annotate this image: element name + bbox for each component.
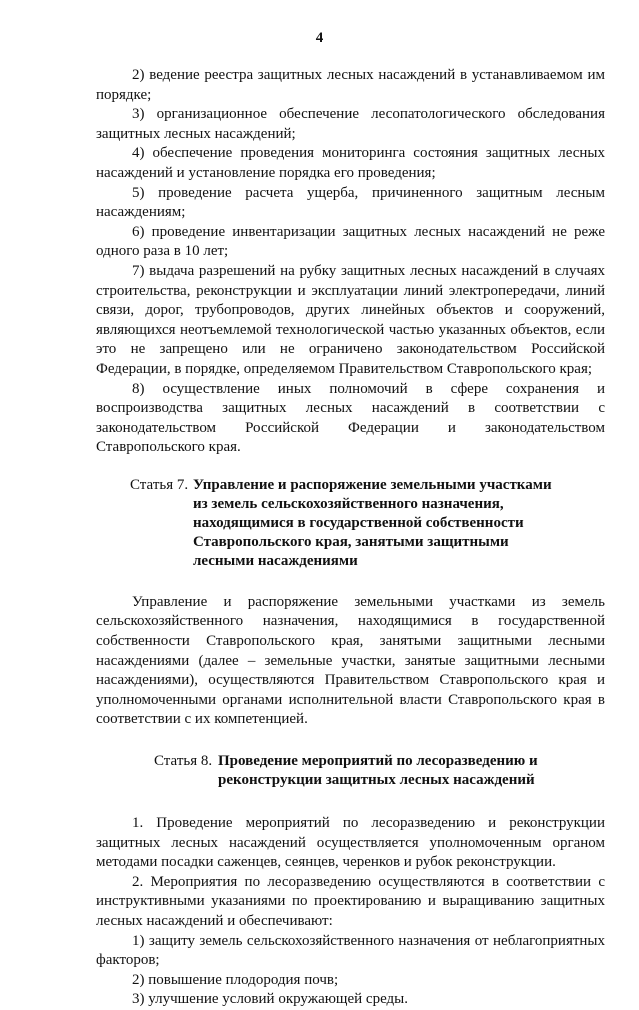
list-item-other-powers: 8) осуществление иных полномочий в сфере сохранения и воспроизводства защитных лесных насаждений в соответствии с законодательством Российской Федерации и законодательством Ставропольского края. xyxy=(96,380,605,456)
article-8-prefix: Статья 8. xyxy=(154,753,213,770)
list-item-pathology-survey: 3) организационное обеспечение лесопатологического обследования защитных лесных насаждений; xyxy=(96,106,605,142)
article-7-prefix: Статья 7. xyxy=(130,476,189,493)
article-8-clause-1: 1. Проведение мероприятий по лесоразведению и реконструкции защитных лесных насаждений осуществляется уполномоченным органом методами посадки саженцев, сеянцев, черенков и рубок реконструкции. xyxy=(96,815,605,871)
article-8-item-2: 2) повышение плодородия почв; xyxy=(132,971,339,988)
article-8-item-1: 1) защиту земель сельскохозяйственного назначения от неблагоприятных факторов; xyxy=(96,932,605,969)
article-8-clause-2: 2. Мероприятия по лесоразведению осуществляются в соответствии с инструктивными указаниями по проектированию и выращиванию защитных лесных насаждений и обеспечивают: xyxy=(96,873,605,929)
list-item-monitoring: 4) обеспечение проведения мониторинга состояния защитных лесных насаждений и установление порядка его проведения; xyxy=(96,145,605,181)
list-item-felling-permits: 7) выдача разрешений на рубку защитных лесных насаждений в случаях строительства, реконструкции и эксплуатации линий электропередачи, линий связи, дорог, трубопроводов, других линейных объектов и сооружений, являющихся неотъемлемой технологической частью указанных объектов, если это не запрещено или не ограничено законодательством Российской Федерации, в порядке, определяемом Правительством Ставропольского края; xyxy=(96,262,605,377)
spacer xyxy=(96,571,605,593)
article-7-paragraph: Управление и распоряжение земельными участками из земель сельскохозяйственного назначения, находящимися в государственной собственности Ставропольского края, занятыми защитными лесными насаждениями (далее – земельные участки, занятые защитными лесными насаждениями), осуществляются Правительством Ставропольского края и уполномоченными органами исполнительной власти Ставропольского края в соответствии с их компетенцией. xyxy=(96,593,605,728)
article-8-item-3: 3) улучшение условий окружающей среды. xyxy=(132,991,408,1008)
list-item-inventory: 6) проведение инвентаризации защитных лесных насаждений не реже одного раза в 10 лет; xyxy=(96,223,605,260)
article-8-heading xyxy=(96,752,605,790)
article-7-title: Управление и распоряжение земельными участками из земель сельскохозяйственного назначения, находящимися в государственной собственности Ставропольского края, занятыми защитными лесными насаждениями xyxy=(193,476,552,569)
page-number: 4 xyxy=(315,30,324,46)
spacer xyxy=(96,790,605,814)
article-8-title: Проведение мероприятий по лесоразведению и реконструкции защитных лесных насаждений xyxy=(218,753,538,789)
list-item-registry: 2) ведение реестра защитных лесных насаждений в устанавливаемом им порядке; xyxy=(96,67,605,103)
article-7-heading xyxy=(96,476,605,571)
document-body xyxy=(96,66,605,1010)
list-item-damage-calculation: 5) проведение расчета ущерба, причиненного защитным лесным насаждениям; xyxy=(96,184,605,221)
